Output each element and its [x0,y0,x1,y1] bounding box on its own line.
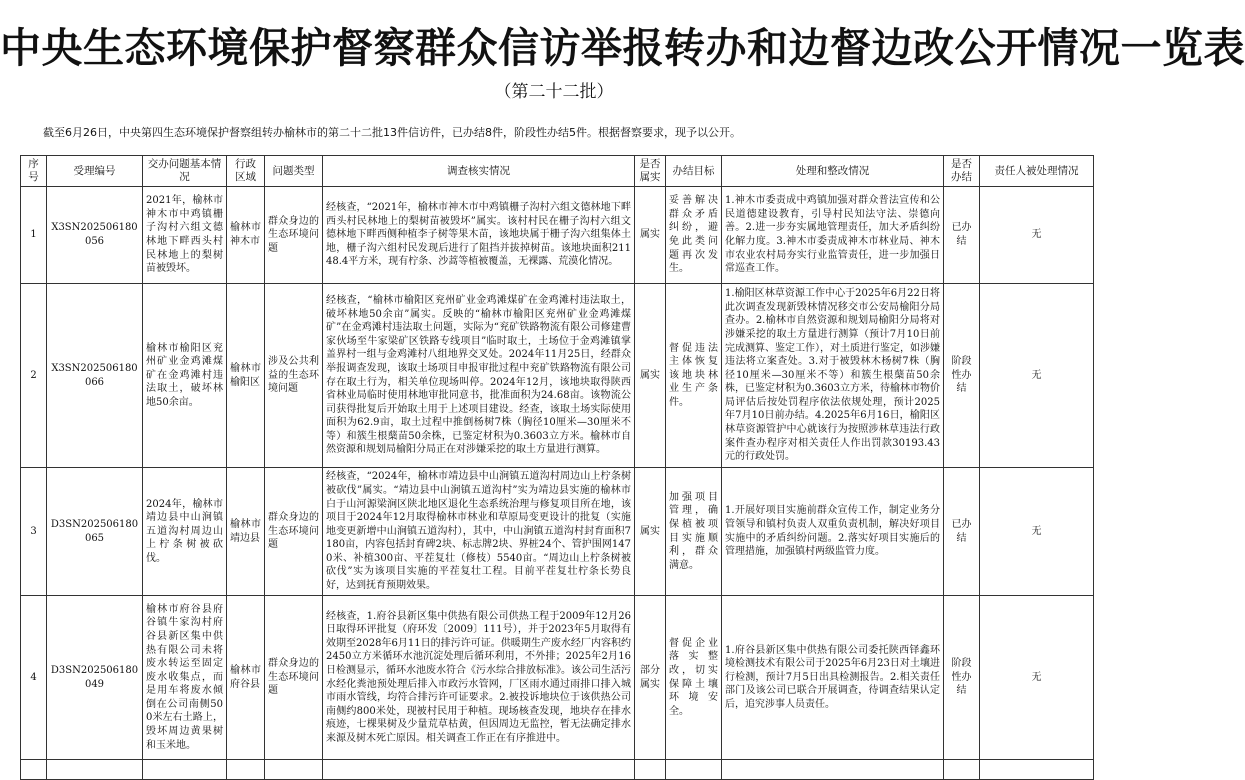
cell-empty [722,760,944,780]
cell-empty [47,760,143,780]
cell-investigation: 经核查，1.府谷县新区集中供热有限公司供热工程于2009年12月26日取得环评批复（府环发〔2009〕111号），并于2023年5月取得有效期至2028年6月11日的排污许可证。供暖期生产废水经厂内容积约2450立方米循环水池沉淀处理后循环利用，不外排；2025年2月16日检测显示，循环水池废水符合《污水综合排放标准》。该公司生活污水经化粪池预处理后排入市政污水管网，厂区雨水通过雨排口排入城市雨水管线，均符合排污许可证要求。2.被投诉地块位于该供热公司南侧约800米处，现被村民用于种植。现场核查发现，地块存在排水痕迹，七棵果树及少量荒草枯黄，但因周边无监控，暂无法确定排水来源及树木死亡原因。相关调查工作正在有序推进中。 [323,596,635,760]
cell-empty [635,760,666,780]
page-title: 中央生态环境保护督察群众信访举报转办和边督边改公开情况一览表 [0,24,1245,72]
page-subtitle: （第二十二批） [494,82,614,102]
cell-seq: 3 [21,468,47,596]
cell-code: X3SN202506180066 [47,284,143,468]
cell-code: D3SN202506180065 [47,468,143,596]
petition-table [20,155,1094,780]
cell-basic: 2024年，榆林市靖边县中山涧镇五道沟村周边山上柠条树被砍伐。 [143,468,227,596]
cell-goal: 督促违法主体恢复该地块林业生产条件。 [666,284,722,468]
cell-handling: 1.榆阳区林草资源工作中心于2025年6月22日将此次调查发现新毁林情况移交市公安局榆阳分局查办。2.榆林市自然资源和规划局榆阳分局将对涉嫌采挖的取土方量进行测算（预计7月10日前完成测算、鉴定工作），对土质进行鉴定，如涉嫌违法将立案查处。3.对于被毁林木杨树7株（胸径10厘米—30厘米不等）和簇生根蘖苗50余株，已鉴定材积为0.3603立方米，待榆林市物价局评估后按处罚程序依法依规处理，预计2025年7月10日前办结。4.2025年6月16日，榆阳区林草资源管护中心就该行为按照涉林草违法行政案件查办程序对相关责任人作出罚款30193.43元的行政处罚。 [722,284,944,468]
cell-seq: 2 [21,284,47,468]
cell-region: 榆林市靖边县 [227,468,265,596]
cell-handling: 1.府谷县新区集中供热有限公司委托陕西铎鑫环境检测技术有限公司于2025年6月23日对土壤进行检测，预计7月5日出具检测报告。2.相关责任部门及该公司已联合开展调查，待调查结果认定后，追究涉事人员责任。 [722,596,944,760]
cell-closed: 阶段性办结 [944,284,980,468]
header-basic: 交办问题基本情况 [143,156,227,187]
cell-handling: 1.神木市委责成中鸡镇加强对群众普法宣传和公民道德建设教育，引导村民知法守法、崇德向善。2.进一步夯实属地管理责任，加大矛盾纠纷化解力度。3.神木市委责成神木市林业局、神木市农业农村局夯实行业监管责任，进一步加强日常巡查工作。 [722,187,944,284]
cell-investigation: 经核查，“榆林市榆阳区兖州矿业金鸡滩煤矿在金鸡滩村违法取土，破坏林地50余亩”属实。反映的“榆林市榆阳区兖州矿业金鸡滩煤矿”在金鸡滩村违法取土问题，实际为“兖矿铁路物流有限公司修建曹家伙场至牛家梁矿区铁路专线项目”临时取土，土场位于金鸡滩镇掌盖界村一组与金鸡滩村八组地界交叉处。2024年11月25日，经群众举报调查发现，该取土场项目申报审批过程中兖矿铁路物流有限公司存在取土行为，相关单位现场叫停。2024年12月，该地块取得陕西省林业局临时使用林地审批同意书，批准面积为24.68亩。该物流公司获得批复后开始取土用于上述项目建设。经查，该取土场实际使用面积为62.9亩，取土过程中推倒杨树7株（胸径10厘米—30厘米不等）和簇生根蘖苗50余株，已鉴定材积为0.3603立方米。榆林市自然资源和规划局榆阳分局正在对涉嫌采挖的取土方量进行测算。 [323,284,635,468]
header-type: 问题类型 [265,156,323,187]
cell-closed: 已办结 [944,187,980,284]
cell-closed: 阶段性办结 [944,596,980,760]
cell-type: 群众身边的生态环境问题 [265,596,323,760]
cell-basic: 榆林市榆阳区兖州矿业金鸡滩煤矿在金鸡滩村违法取土，破坏林地50余亩。 [143,284,227,468]
cell-responsibility: 无 [980,187,1094,284]
cell-empty [21,760,47,780]
cell-responsibility: 无 [980,468,1094,596]
header-closed: 是否办结 [944,156,980,187]
header-goal: 办结目标 [666,156,722,187]
table-row-partial [21,760,1094,780]
header-investigation: 调查核实情况 [323,156,635,187]
cell-empty [944,760,980,780]
table-row [21,468,1094,596]
cell-responsibility: 无 [980,596,1094,760]
table-row [21,596,1094,760]
cell-empty [227,760,265,780]
cell-basic: 2021年，榆林市神木市中鸡镇栅子沟村六组文德林地下畔西头村民林地上的梨树苗被毁坏。 [143,187,227,284]
cell-code: X3SN202506180056 [47,187,143,284]
cell-empty [666,760,722,780]
intro-paragraph: 截至6月26日，中央第四生态环境保护督察组转办榆林市的第二十二批13件信访件，已办结8件，阶段性办结5件。根据督察要求，现予以公开。 [43,126,741,139]
cell-empty [143,760,227,780]
header-handling: 处理和整改情况 [722,156,944,187]
cell-region: 榆林市神木市 [227,187,265,284]
header-verified: 是否属实 [635,156,666,187]
cell-empty [980,760,1094,780]
cell-seq: 4 [21,596,47,760]
cell-region: 榆林市府谷县 [227,596,265,760]
cell-goal: 督促企业落实整改，切实保障土壤环境安全。 [666,596,722,760]
cell-goal: 加强项目管理，确保植被项目实施顺利，群众满意。 [666,468,722,596]
cell-code: D3SN202506180049 [47,596,143,760]
header-region: 行政区域 [227,156,265,187]
cell-responsibility: 无 [980,284,1094,468]
cell-verified: 属实 [635,284,666,468]
header-seq: 序号 [21,156,47,187]
cell-handling: 1.开展好项目实施前群众宣传工作，制定业务分管领导和镇村负责人双重负责机制，解决好项目实施中的矛盾纠纷问题。2.落实好项目实施后的管理措施，加强镇村两级监管力度。 [722,468,944,596]
cell-investigation: 经核查，“2024年，榆林市靖边县中山涧镇五道沟村周边山上柠条树被砍伐”属实。“靖边县中山涧镇五道沟村”实为靖边县实施的榆林市白于山河源梁涧区陕北地区退化生态系统治理与修复项目所在地，该项目于2024年12月取得榆林市林业和草原局变更设计的批复（实施地变更新增中山涧镇五道沟村），其中，中山涧镇五道沟村封育面积7180亩，内容包括封育碑2块、标志牌2块、界桩24个、管护围网1470米、补植300亩、平茬复壮（修枝）5540亩。“周边山上柠条树被砍伐”实为该项目实施的平茬复壮工程。目前平茬复壮柠条长势良好，达到抚育预期效果。 [323,468,635,596]
cell-empty [265,760,323,780]
cell-verified: 部分属实 [635,596,666,760]
cell-type: 群众身边的生态环境问题 [265,187,323,284]
table-header-row [21,156,1094,187]
cell-type: 涉及公共利益的生态环境问题 [265,284,323,468]
cell-empty [323,760,635,780]
cell-verified: 属实 [635,187,666,284]
cell-region: 榆林市榆阳区 [227,284,265,468]
cell-closed: 已办结 [944,468,980,596]
cell-goal: 妥善解决群众矛盾纠纷，避免此类问题再次发生。 [666,187,722,284]
cell-verified: 属实 [635,468,666,596]
cell-seq: 1 [21,187,47,284]
cell-investigation: 经核查，“2021年，榆林市神木市中鸡镇栅子沟村六组文德林地下畔西头村民林地上的梨树苗被毁坏”属实。该村村民在栅子沟村六组文德林地下畔西侧种植李子树等果木苗，该地块属于栅子沟六组集体土地，栅子沟六组村民发现后进行了阻挡并拔掉树苗。该地块面积21148.4平方米，现有柠条、沙蒿等植被覆盖，无裸露、荒漠化情况。 [323,187,635,284]
header-responsibility: 责任人被处理情况 [980,156,1094,187]
cell-basic: 榆林市府谷县府谷镇牛家沟村府谷县新区集中供热有限公司未将废水转运至固定废水收集点，而是用车将废水倾倒在公司南侧500米左右土路上，毁坏周边黄果树和玉米地。 [143,596,227,760]
table-row [21,187,1094,284]
cell-type: 群众身边的生态环境问题 [265,468,323,596]
header-code: 受理编号 [47,156,143,187]
table-row [21,284,1094,468]
